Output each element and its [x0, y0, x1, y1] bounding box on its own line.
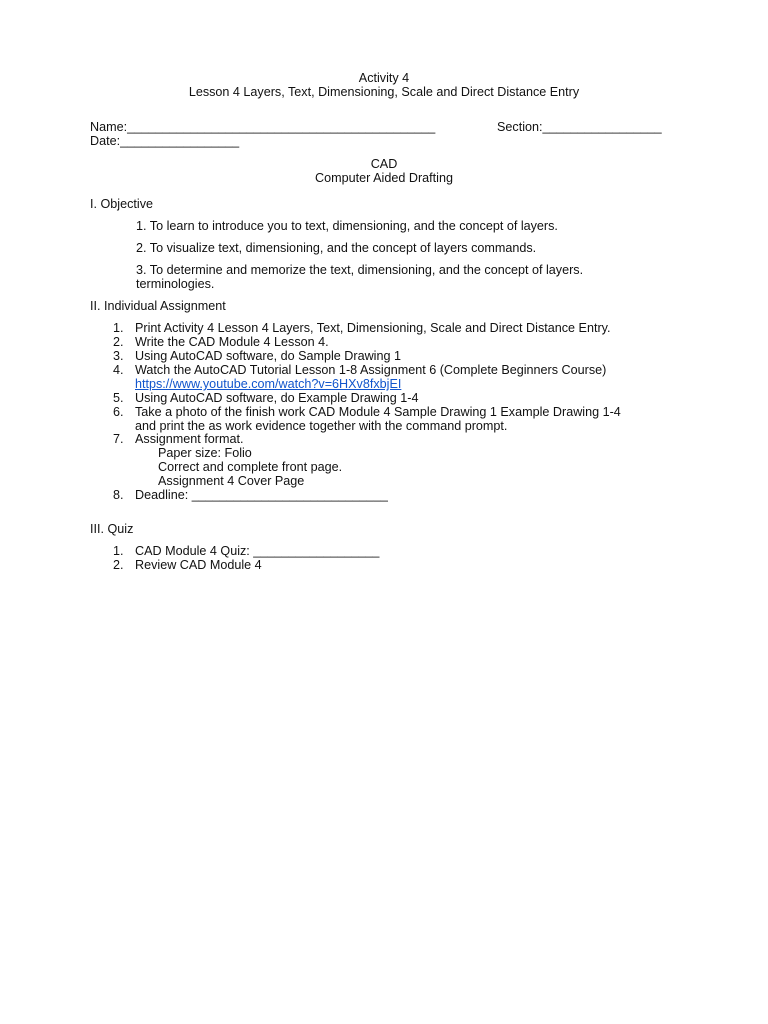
list-number: 1.: [113, 544, 124, 558]
format-front-page: Correct and complete front page.: [158, 460, 343, 474]
youtube-link[interactable]: [135, 377, 401, 392]
list-text: Deadline: ____________________________: [135, 488, 388, 502]
list-number: 4.: [113, 363, 124, 377]
objective-item-3-cont: terminologies.: [136, 277, 215, 291]
subject-code: CAD: [370, 157, 398, 171]
list-item: [113, 335, 329, 350]
activity-title: Activity 4: [358, 71, 410, 85]
list-item: [113, 488, 388, 503]
list-item: [113, 321, 611, 336]
objective-item-1: 1. To learn to introduce you to text, dimensioning, and the concept of layers.: [136, 219, 558, 233]
list-item: [113, 363, 606, 378]
list-text: Take a photo of the finish work CAD Module 4 Sample Drawing 1 Example Drawing 1-4: [135, 405, 621, 419]
quiz-heading: III. Quiz: [90, 522, 134, 536]
subject-full: Computer Aided Drafting: [315, 171, 453, 185]
lesson-title: Lesson 4 Layers, Text, Dimensioning, Scale and Direct Distance Entry: [188, 85, 580, 99]
list-item: [113, 432, 244, 447]
list-number: 1.: [113, 321, 124, 335]
objective-item-2: 2. To visualize text, dimensioning, and the concept of layers commands.: [136, 241, 537, 255]
format-cover-page: Assignment 4 Cover Page: [158, 474, 305, 488]
list-number: 2.: [113, 335, 124, 349]
list-text: Using AutoCAD software, do Example Drawing 1-4: [135, 391, 419, 405]
list-text: Assignment format.: [135, 432, 244, 446]
list-item: [113, 558, 262, 573]
list-item: [113, 349, 401, 364]
objective-heading: I. Objective: [90, 197, 153, 211]
date-field: Date:_________________: [90, 134, 240, 148]
list-number: 3.: [113, 349, 124, 363]
list-number: 2.: [113, 558, 124, 572]
list-text: Watch the AutoCAD Tutorial Lesson 1-8 Assignment 6 (Complete Beginners Course): [135, 363, 607, 377]
list-item: [113, 544, 379, 559]
list-number: 7.: [113, 432, 124, 446]
objective-item-3: 3. To determine and memorize the text, dimensioning, and the concept of layers.: [136, 263, 584, 277]
section-field: Section:_________________: [497, 120, 662, 134]
assignment-heading: II. Individual Assignment: [90, 299, 226, 313]
list-number: 6.: [113, 405, 124, 419]
list-text: Using AutoCAD software, do Sample Drawing 1: [135, 349, 401, 363]
list-number: 5.: [113, 391, 124, 405]
youtube-link-text[interactable]: https://www.youtube.com/watch?v=6HXv8fxbjEI: [135, 377, 402, 391]
list-text: Write the CAD Module 4 Lesson 4.: [135, 335, 329, 349]
list-number: 8.: [113, 488, 124, 502]
list-text: CAD Module 4 Quiz: __________________: [135, 544, 380, 558]
list-text: Review CAD Module 4: [135, 558, 262, 572]
list-item: [113, 391, 419, 406]
list-text: Print Activity 4 Lesson 4 Layers, Text, Dimensioning, Scale and Direct Distance Entry.: [135, 321, 611, 335]
name-field: Name:____________________________________________: [90, 120, 436, 134]
list-item-cont: and print the as work evidence together with the command prompt.: [135, 419, 508, 433]
list-item: [113, 405, 621, 420]
format-paper-size: Paper size: Folio: [158, 446, 252, 460]
